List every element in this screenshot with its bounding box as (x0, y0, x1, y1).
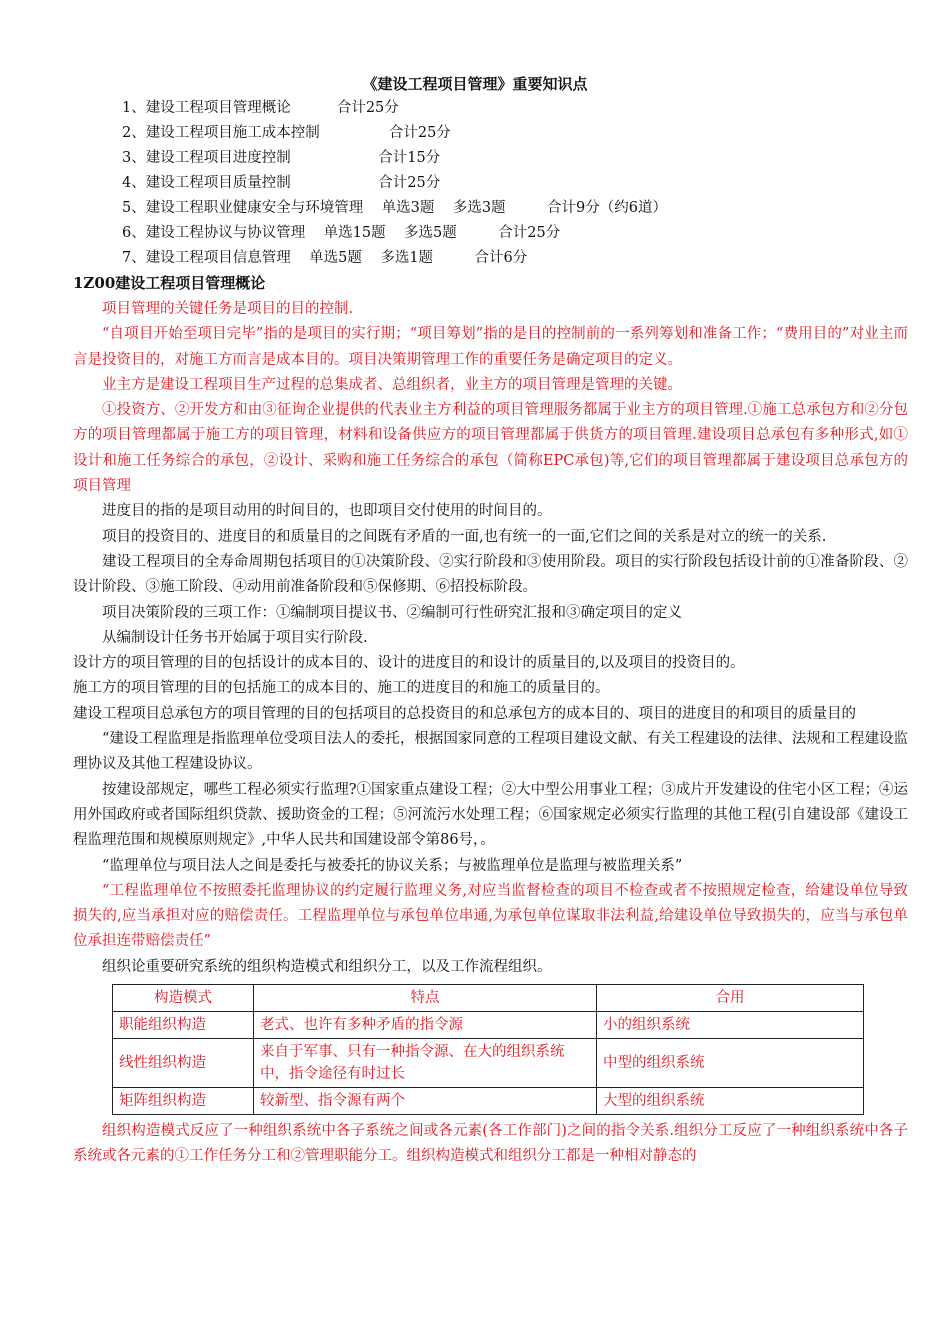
paragraph-key-task: 项目管理的关键任务是项目的目的控制. (102, 301, 354, 317)
paragraph-designer-goals: 设计方的项目管理的目的包括设计的成本目的、设计的进度目的和设计的质量目的,以及项目的投资目的。 (73, 655, 745, 672)
table-row (113, 1012, 864, 1039)
paragraph-general-contractor-goals: 建设工程项目总承包方的项目管理的目的包括项目的总投资目的和总承包方的成本目的、项目的进度目的和项目的质量目的 (73, 705, 856, 722)
paragraph-organization-theory: 组织论重要研究系统的组织构造模式和组织分工，以及工作流程组织。 (102, 958, 552, 975)
document-title: 《建设工程项目管理》重要知识点 (362, 75, 588, 93)
outline-item: 4、建设工程项目质量控制 合计25分 (122, 175, 441, 191)
paragraph-implementation-period: “自项目开始至项目完毕”指的是项目的实行期；“项目筹划”指的是目的控制前的一系列筹划和准备工作；“费用目的”对业主而言是投资目的，对施工方而言是成本目的。项目决策期管理工作的重要任务是确定项目的定义。 (73, 326, 908, 368)
paragraph-schedule-goal: 进度目的指的是项目动用的时间目的，也即项目交付使用的时间目的。 (102, 503, 552, 520)
outline-item: 6、建设工程协议与协议管理 单选15题 多选5题 合计25分 (122, 225, 561, 241)
table-cell: 小的组织系统 (597, 1012, 864, 1039)
table-header-cell: 合用 (597, 985, 864, 1012)
paragraph-goal-relations: 项目的投资目的、进度目的和质量目的之间既有矛盾的一面,也有统一的一面,它们之间的关系是对立的统一的关系. (102, 528, 827, 545)
table-row (113, 1039, 864, 1088)
table-header-cell: 构造模式 (113, 985, 254, 1012)
table-cell: 中型的组织系统 (597, 1039, 864, 1088)
paragraph-supervision-definition: “建设工程监理是指监理单位受项目法人的委托，根据国家同意的工程项目建设文献、有关工程建设的法律、法规和工程建设监理协议及其他工程建设协议。 (73, 731, 908, 773)
section-heading: 1Z00建设工程项目管理概论 (73, 274, 266, 292)
table-header-row (113, 985, 864, 1012)
outline-item: 3、建设工程项目进度控制 合计15分 (122, 150, 441, 166)
outline-item: 5、建设工程职业健康安全与环境管理 单选3题 多选3题 合计9分（约6道） (122, 200, 667, 216)
table-cell: 来自于军事、只有一种指令源、在大的组织系统中，指令途径有时过长 (254, 1039, 597, 1088)
table-cell: 老式、也许有多种矛盾的指令源 (254, 1012, 597, 1039)
paragraph-supervision-liability: “工程监理单位不按照委托监理协议的约定履行监理义务,对应当监督检查的项目不检查或者不按照规定检查，给建设单位导致损失的,应当承担对应的赔偿责任。工程监理单位与承包单位串通,为承包单位谋取非法利益,给建设单位导致损失的，应当与承包单位承担连带赔偿责任” (73, 882, 908, 950)
table-cell: 较新型、指令源有两个 (254, 1088, 597, 1115)
outline-item: 2、建设工程项目施工成本控制 合计25分 (122, 125, 451, 141)
paragraph-mandatory-supervision: 按建设部规定，哪些工程必须实行监理?①国家重点建设工程；②大中型公用事业工程；③成片开发建设的住宅小区工程；④运用外国政府或者国际组织贷款、援助资金的工程；⑤河流污水处理工程；⑥国家规定必须实行监理的其他工程(引自建设部《建设工程监理范围和规模原则规定》,中华人民共和国建设部令第86号，。 (73, 781, 908, 849)
paragraph-implementation-start: 从编制设计任务书开始属于项目实行阶段. (102, 629, 368, 646)
outline-item: 7、建设工程项目信息管理 单选5题 多选1题 合计6分 (122, 250, 528, 266)
organization-structure-table (112, 984, 864, 1115)
table-cell: 职能组织构造 (113, 1012, 254, 1039)
paragraph-owner-role: 业主方是建设工程项目生产过程的总集成者、总组织者，业主方的项目管理是管理的关键。 (102, 376, 682, 393)
paragraph-supervision-relations: “监理单位与项目法人之间是委托与被委托的协议关系；与被监理单位是监理与被监理关系” (102, 857, 683, 874)
outline-item: 1、建设工程项目管理概论 合计25分 (122, 100, 399, 116)
paragraph-project-parties: ①投资方、②开发方和由③征询企业提供的代表业主方利益的项目管理服务都属于业主方的项目管理.①施工总承包方和②分包方的项目管理都属于施工方的项目管理，材料和设备供应方的项目管理都属于供货方的项目管理.建设项目总承包有多种形式,如①设计和施工任务综合的承包，②设计、采购和施工任务综合的承包（简称EPC承包)等,它们的项目管理都属于建设项目总承包方的项目管理 (73, 402, 908, 495)
paragraph-life-cycle: 建设工程项目的全寿命周期包括项目的①决策阶段、②实行阶段和③使用阶段。项目的实行阶段包括设计前的①准备阶段、②设计阶段、③施工阶段、④动用前准备阶段和⑤保修期、⑥招投标阶段。 (73, 553, 908, 596)
table-cell: 矩阵组织构造 (113, 1088, 254, 1115)
score-outline (122, 96, 667, 271)
document-body (73, 297, 908, 1170)
table-header-cell: 特点 (254, 985, 597, 1012)
table-cell: 大型的组织系统 (597, 1088, 864, 1115)
paragraph-contractor-goals: 施工方的项目管理的目的包括施工的成本目的、施工的进度目的和施工的质量目的。 (73, 680, 610, 697)
paragraph-decision-stage: 项目决策阶段的三项工作：①编制项目提议书、②编制可行性研究汇报和③确定项目的定义 (102, 604, 682, 621)
table-row (113, 1088, 864, 1115)
paragraph-structure-mode: 组织构造模式反应了一种组织系统中各子系统之间或各元素(各工作部门)之间的指令关系.组织分工反应了一种组织系统中各子系统或各元素的①工作任务分工和②管理职能分工。组织构造模式和组织分工都是一种相对静态的 (73, 1123, 908, 1165)
table-cell: 线性组织构造 (113, 1039, 254, 1088)
